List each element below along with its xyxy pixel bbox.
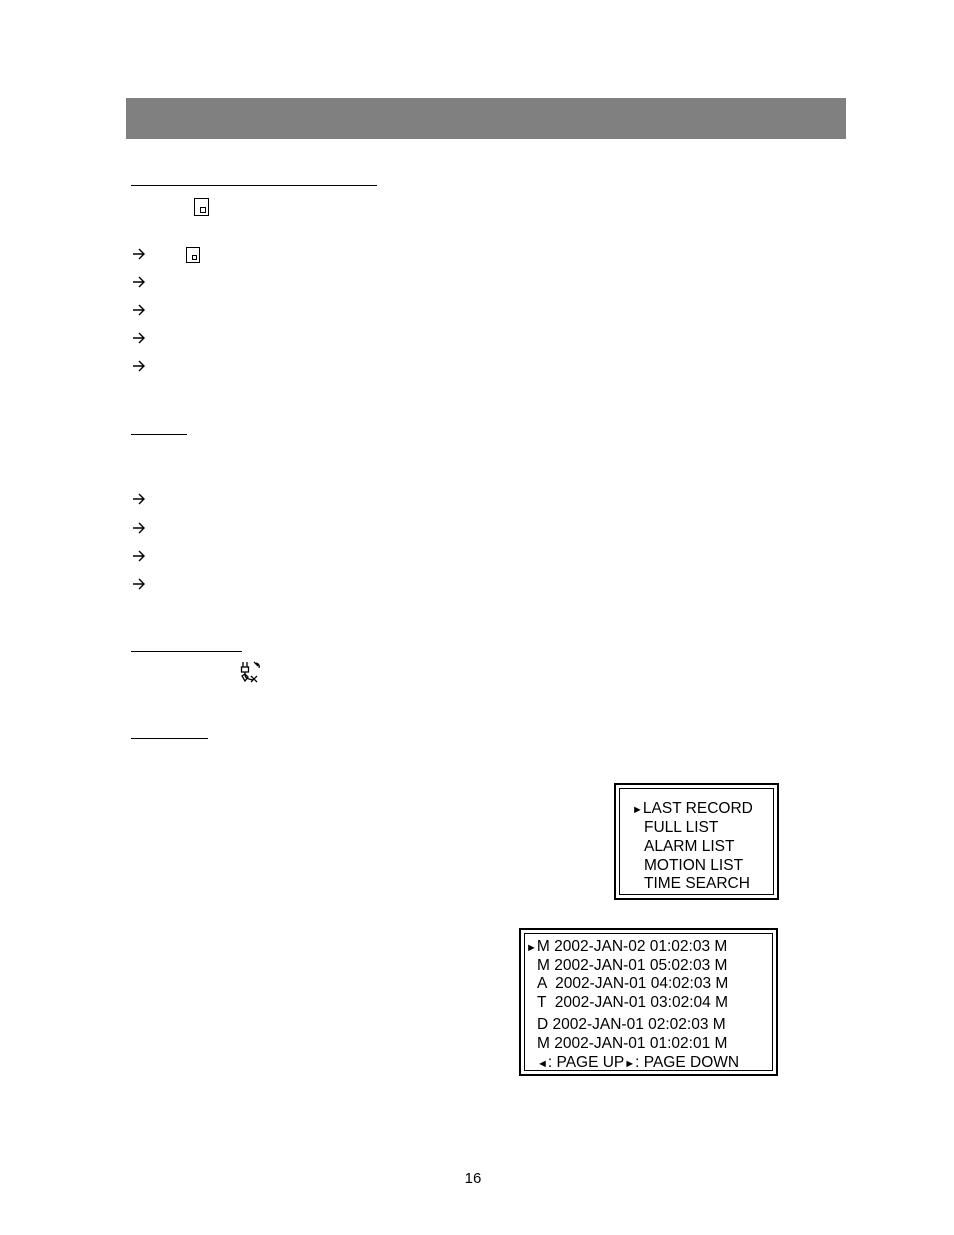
record-row[interactable]: T 2002-JAN-01 03:02:04 M xyxy=(537,994,728,1011)
menu-item-time-search[interactable]: TIME SEARCH xyxy=(644,875,750,892)
right-triangle-icon: ► xyxy=(624,1058,636,1070)
right-arrow-icon xyxy=(131,331,147,345)
section-header-bar xyxy=(126,98,846,139)
right-arrow-icon xyxy=(131,577,147,591)
menu-item-motion-list[interactable]: MOTION LIST xyxy=(644,857,744,874)
right-arrow-icon xyxy=(131,492,147,506)
right-arrow-icon xyxy=(131,247,147,261)
record-row[interactable]: A 2002-JAN-01 04:02:03 M xyxy=(537,975,729,992)
record-row[interactable]: M 2002-JAN-01 01:02:01 M xyxy=(537,1035,728,1052)
record-row[interactable]: ►M 2002-JAN-02 01:02:03 M xyxy=(526,938,728,955)
right-arrow-icon xyxy=(131,303,147,317)
usb-plug-icon xyxy=(239,660,261,684)
section-2-heading-underline xyxy=(131,434,187,435)
record-list-box xyxy=(519,928,778,1076)
list-cursor: ► xyxy=(526,942,537,954)
left-triangle-icon: ◄ xyxy=(537,1058,548,1070)
menu-item-last-record[interactable]: ►LAST RECORD xyxy=(632,800,753,817)
right-arrow-icon xyxy=(131,521,147,535)
section-1-heading-underline xyxy=(131,185,377,186)
search-menu-box xyxy=(614,783,779,900)
record-row[interactable]: D 2002-JAN-01 02:02:03 M xyxy=(537,1016,726,1033)
menu-item-alarm-list[interactable]: ALARM LIST xyxy=(644,838,735,855)
section-3-heading-underline xyxy=(131,651,242,652)
right-arrow-icon xyxy=(131,549,147,563)
section-4-heading-underline xyxy=(131,738,208,739)
right-arrow-icon xyxy=(131,359,147,373)
page-number: 16 xyxy=(464,1170,482,1187)
window-icon xyxy=(186,247,200,263)
right-arrow-icon xyxy=(131,275,147,289)
page-navigation-hint: ◄: PAGE UP►: PAGE DOWN xyxy=(537,1054,740,1071)
menu-item-full-list[interactable]: FULL LIST xyxy=(644,819,719,836)
record-row[interactable]: M 2002-JAN-01 05:02:03 M xyxy=(537,957,728,974)
window-icon xyxy=(194,198,209,216)
menu-cursor: ► xyxy=(632,804,643,816)
